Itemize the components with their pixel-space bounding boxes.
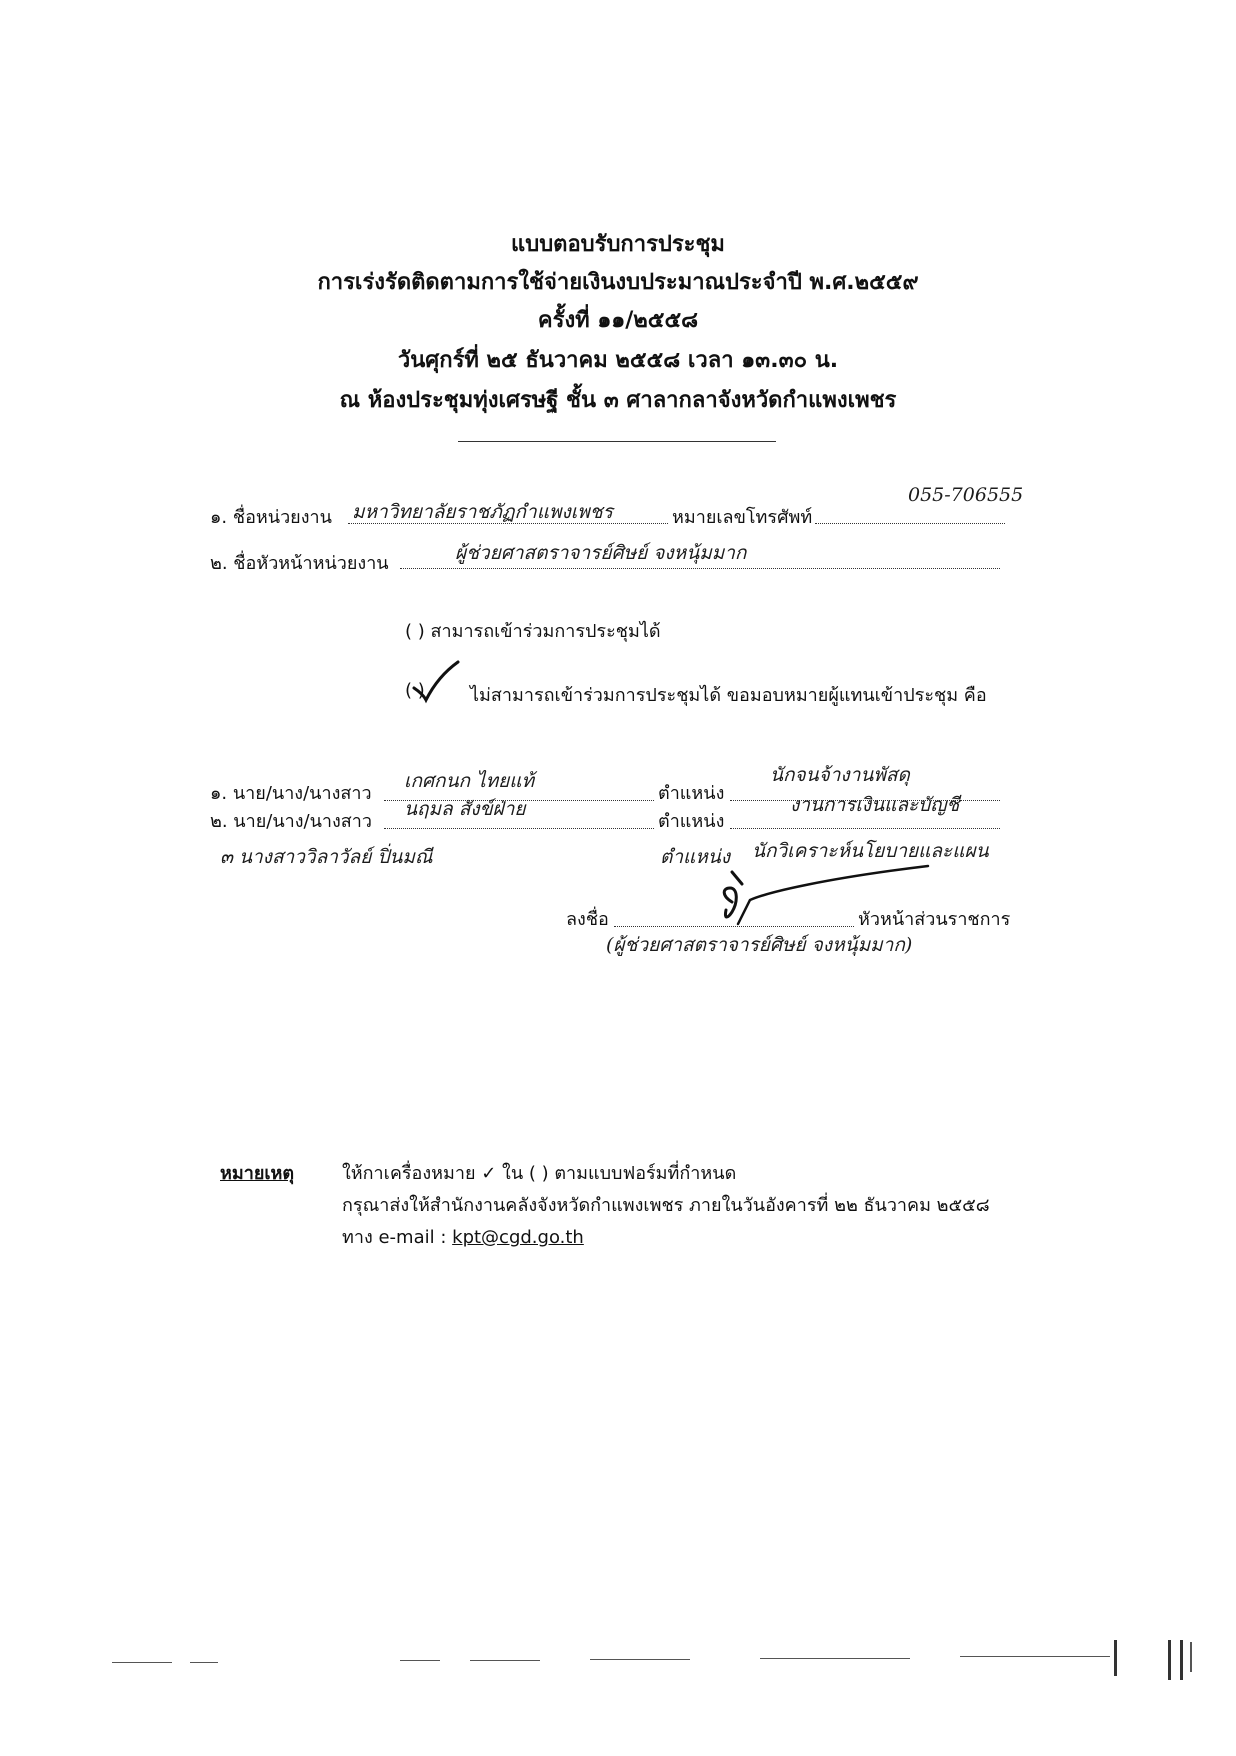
email-link[interactable]: kpt@cgd.go.th — [452, 1227, 584, 1248]
scan-artifact — [590, 1659, 690, 1660]
note-label: หมายเหตุ — [220, 1163, 295, 1184]
meeting-datetime: วันศุกร์ที่ ๒๕ ธันวาคม ๒๕๕๘ เวลา ๑๓.๓๐ น. — [397, 348, 839, 373]
option-cannot-attend: ไม่สามารถเข้าร่วมการประชุมได้ ขอมอบหมายผู้แทนเข้าประชุม คือ — [470, 685, 987, 706]
head-value: ผู้ช่วยศาสตราจารย์ศิษย์ จงหนุ้มมาก — [455, 542, 747, 564]
rep-3-position: นักวิเคราะห์นโยบายและแผน — [752, 840, 989, 862]
rep-2-position-label: ตำแหน่ง — [658, 811, 725, 832]
option-cannot-box: ( ) — [405, 680, 425, 701]
rep-2-name: นฤมล สังข์ฝ่าย — [404, 798, 526, 820]
scan-artifact — [400, 1660, 440, 1661]
rep-3-position-label: ตำแหน่ง — [660, 846, 731, 868]
header-divider — [458, 441, 776, 442]
checkmark-icon — [408, 660, 460, 704]
phone-value: 055-706555 — [908, 484, 1024, 506]
phone-label: หมายเลขโทรศัพท์ — [672, 507, 813, 528]
scan-artifact — [112, 1662, 172, 1663]
note-email-prefix: ทาง e-mail : — [342, 1227, 453, 1248]
sign-label: ลงชื่อ — [566, 909, 609, 930]
form-title: แบบตอบรับการประชุม — [511, 232, 725, 257]
scan-artifact — [1168, 1640, 1171, 1680]
rep-1-position-label: ตำแหน่ง — [658, 783, 725, 804]
meeting-subject: การเร่งรัดติดตามการใช้จ่ายเงินงบประมาณประจำปี พ.ศ.๒๕๕๙ — [317, 270, 919, 295]
rep-1-name: เกศกนก ไทยแท้ — [404, 770, 535, 792]
meeting-venue: ณ ห้องประชุมทุ่งเศรษฐี ชั้น ๓ ศาลากลาจังหวัดกำแพงเพชร — [339, 388, 897, 413]
scan-artifact — [760, 1658, 910, 1659]
note-line-1: ให้กาเครื่องหมาย ✓ ใน ( ) ตามแบบฟอร์มที่กำหนด — [342, 1163, 737, 1184]
sign-title: หัวหน้าส่วนราชการ — [858, 909, 1011, 930]
unit-value: มหาวิทยาลัยราชภัฏกำแพงเพชร — [352, 501, 613, 523]
rep-3-name: ๓ นางสาววิลาวัลย์ ปิ่นมณี — [220, 846, 433, 868]
scan-artifact — [1180, 1640, 1183, 1680]
rep-2-prefix: ๒. นาย/นาง/นางสาว — [210, 811, 372, 832]
scan-artifact — [1114, 1640, 1117, 1676]
scan-artifact — [470, 1660, 540, 1661]
scan-artifact — [190, 1662, 218, 1663]
scan-artifact — [1190, 1642, 1192, 1672]
unit-label: ๑. ชื่อหน่วยงาน — [210, 507, 332, 528]
rep-2-position: งานการเงินและบัญชี — [790, 794, 960, 816]
phone-field-line — [815, 505, 1005, 524]
sign-name: (ผู้ช่วยศาสตราจารย์ศิษย์ จงหนุ้มมาก) — [606, 934, 913, 956]
rep-1-prefix: ๑. นาย/นาง/นางสาว — [210, 783, 372, 804]
option-can-attend: ( ) สามารถเข้าร่วมการประชุมได้ — [405, 621, 661, 642]
rep-1-position: นักจนจ้างานพัสดุ — [770, 764, 910, 786]
meeting-number: ครั้งที่ ๑๑/๒๕๕๘ — [537, 308, 699, 333]
scan-artifact — [960, 1656, 1110, 1657]
head-label: ๒. ชื่อหัวหน้าหน่วยงาน — [210, 553, 389, 574]
note-line-2: กรุณาส่งให้สำนักงานคลังจังหวัดกำแพงเพชร ภายในวันอังคารที่ ๒๒ ธันวาคม ๒๕๕๘ — [342, 1195, 990, 1216]
note-line-3 — [342, 1222, 584, 1251]
